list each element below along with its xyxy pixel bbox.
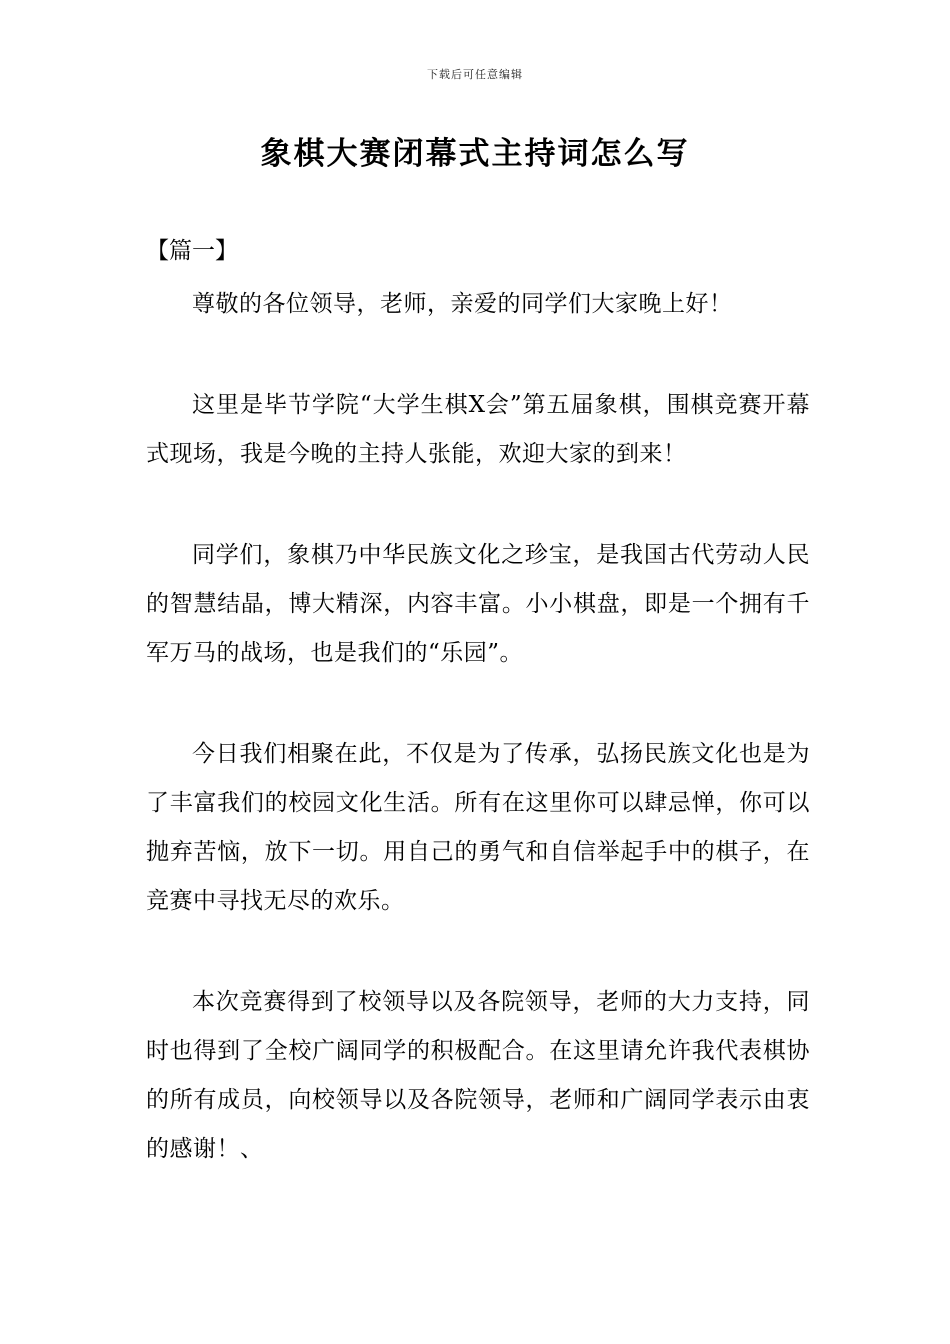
document-title: 象棋大赛闭幕式主持词怎么写 xyxy=(260,136,690,172)
paragraph-greeting: 尊敬的各位领导，老师，亲爱的同学们大家晚上好！ xyxy=(192,291,733,317)
paragraph-purpose: 今日我们相聚在此，不仅是为了传承，弘扬民族文化也是为了丰富我们的校园文化生活。所有在这里你可以肆忌惮，你可以抛弃苦恼，放下一切。用自己的勇气和自信举起手中的棋子，在竞赛中寻找无尽的欢乐。 xyxy=(146,741,810,914)
paragraph-introduction: 这里是毕节学院“大学生棋X会”第五届象棋，围棋竞赛开幕式现场，我是今晚的主持人张能，欢迎大家的到来！ xyxy=(146,392,810,467)
download-note: 下载后可任意编辑 xyxy=(427,68,523,81)
section-label: 【篇一】 xyxy=(146,238,238,264)
paragraph-thanks: 本次竞赛得到了校领导以及各院领导，老师的大力支持，同时也得到了全校广阔同学的积极配合。在这里请允许我代表棋协的所有成员，向校领导以及各院领导，老师和广阔同学表示由衷的感谢！、 xyxy=(146,989,810,1162)
document-body xyxy=(146,280,810,1226)
paragraph-chess-culture: 同学们，象棋乃中华民族文化之珍宝，是我国古代劳动人民的智慧结晶，博大精深，内容丰富。小小棋盘，即是一个拥有千军万马的战场，也是我们的“乐园”。 xyxy=(146,542,810,666)
